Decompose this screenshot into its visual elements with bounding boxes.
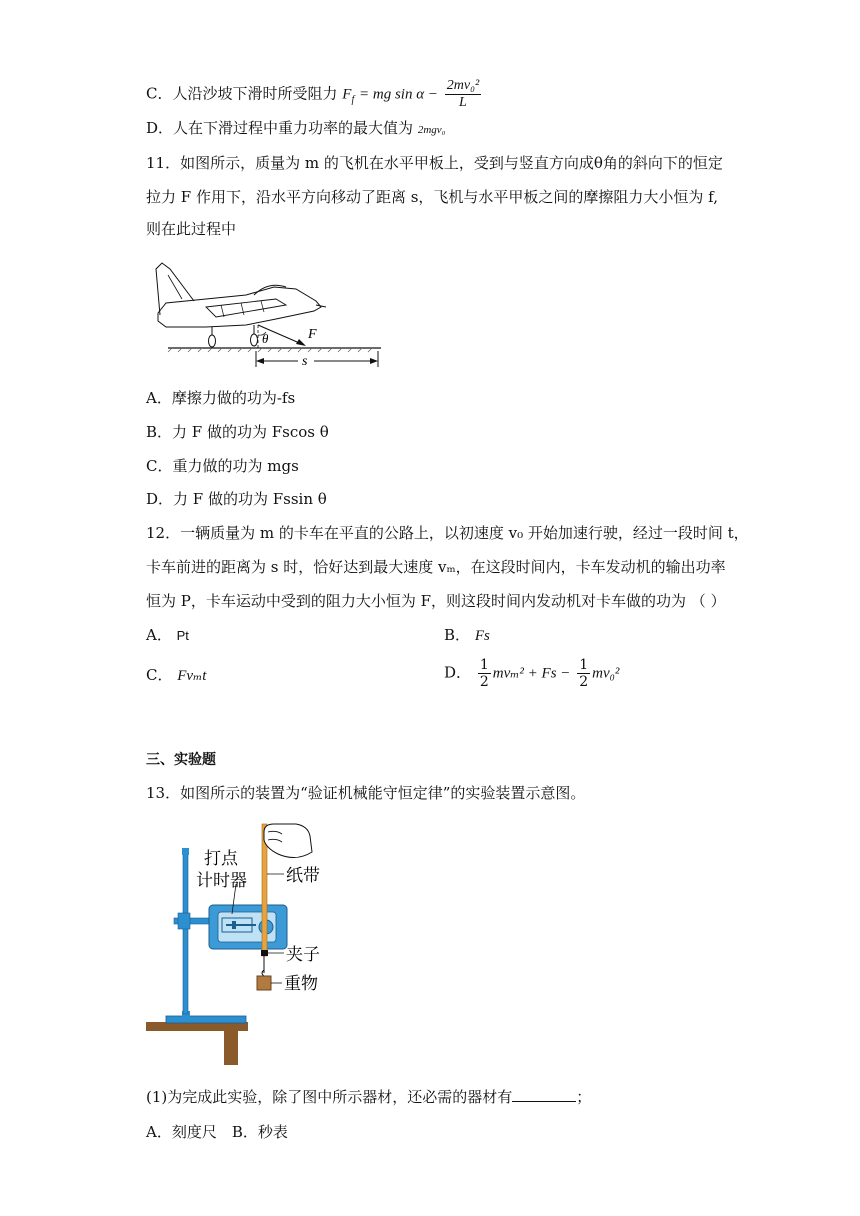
q11-figure-force-label: F	[308, 327, 317, 342]
q11-option-c: C．重力做的功为 mgs	[146, 457, 299, 475]
q13-sub1-answer-blank[interactable]	[512, 1087, 576, 1102]
q12-option-c-value: Fvₘt	[177, 668, 207, 684]
q11-stem-line-2: 拉力 F 作用下，沿水平方向移动了距离 s，飞机与水平甲板之间的摩擦阻力大小恒为 f,	[146, 188, 718, 206]
q11-option-d: D．力 F 做的功为 Fssin θ	[146, 490, 327, 508]
q10-option-c-formula-mid: = mg sin α −	[359, 86, 438, 103]
q13-sub1-options: A．刻度尺 B．秒表	[146, 1123, 288, 1141]
q12-option-d-frac2-den: 2	[579, 674, 589, 690]
q13-label-timer-1: 打点	[204, 849, 238, 869]
q13-sub1-text-after: ；	[576, 1088, 592, 1106]
q12-option-d-frac1-num: 1	[479, 657, 489, 673]
q12-option-d-fraction-1	[478, 657, 491, 690]
q10-option-d-formula: 2mgv₀	[417, 124, 446, 136]
q10-option-c-text: C．人沿沙坡下滑时所受阻力	[146, 84, 338, 103]
q12-stem-line-1: 12．一辆质量为 m 的卡车在平直的公路上，以初速度 v₀ 开始加速行驶，经过一段时间 t，	[146, 524, 749, 542]
q12-option-d-part-2: mv₀²	[592, 665, 620, 682]
q13-label-tape: 纸带	[286, 866, 320, 886]
q11-figure-theta-label: θ	[262, 331, 269, 346]
q11-option-b: B．力 F 做的功为 Fscos θ	[146, 423, 329, 441]
section-heading: 三、实验题	[146, 752, 216, 768]
q13-label-weight: 重物	[284, 974, 318, 994]
q12-option-a	[146, 625, 189, 646]
q12-option-d	[444, 657, 619, 690]
q10-option-c-formula-lhs: F	[342, 86, 352, 103]
q11-figure-s-label: s	[302, 354, 308, 369]
q10-option-c-frac-den: L	[459, 95, 467, 110]
q12-option-c-label: C．	[146, 666, 173, 684]
q12-option-d-part-1: mvₘ² + Fs −	[492, 665, 571, 682]
q13-subquestion-1	[146, 1087, 591, 1107]
q11-option-a: A．摩擦力做的功为-fs	[146, 389, 296, 407]
q13-apparatus-figure	[146, 818, 346, 1068]
q11-stem-line-1: 11．如图所示，质量为 m 的飞机在水平甲板上，受到与竖直方向成θ角的斜向下的恒定	[146, 154, 723, 172]
q12-option-d-frac1-den: 2	[479, 674, 489, 690]
q11-stem-line-3: 则在此过程中	[146, 220, 237, 238]
q10-option-d	[146, 118, 445, 140]
q12-option-b-label: B．	[444, 626, 471, 644]
q11-airplane-figure	[146, 255, 386, 370]
q12-option-a-label: A．	[146, 626, 172, 644]
q12-option-a-value: Pt	[176, 628, 189, 643]
q13-label-clip: 夹子	[286, 945, 320, 965]
q13-sub1-text-before: (1)为完成此实验，除了图中所示器材，还必需的器材有	[146, 1088, 513, 1106]
q12-stem-line-3: 恒为 P，卡车运动中受到的阻力大小恒为 F，则这段时间内发动机对卡车做的功为 （ ）	[146, 592, 726, 610]
q12-stem-line-2: 卡车前进的距离为 s 时，恰好达到最大速度 vₘ，在这段时间内，卡车发动机的输出功率	[146, 558, 726, 576]
q12-option-d-fraction-2	[577, 657, 590, 690]
q10-option-d-text: D．人在下滑过程中重力功率的最大值为	[146, 119, 414, 137]
q10-option-c-frac-num: 2mv₀²	[446, 78, 480, 93]
q13-stem: 13．如图所示的装置为“验证机械能守恒定律”的实验装置示意图。	[146, 784, 586, 802]
q10-option-c	[146, 78, 483, 111]
q12-option-b	[444, 625, 490, 646]
q12-option-c	[146, 665, 206, 686]
q12-option-d-frac2-num: 1	[579, 657, 589, 673]
q12-option-b-value: Fs	[474, 628, 490, 644]
q12-option-d-label: D．	[444, 663, 472, 682]
q10-option-c-formula-sub: f	[351, 94, 355, 106]
q13-label-timer-2: 计时器	[196, 871, 247, 891]
q10-option-c-fraction	[445, 78, 481, 111]
